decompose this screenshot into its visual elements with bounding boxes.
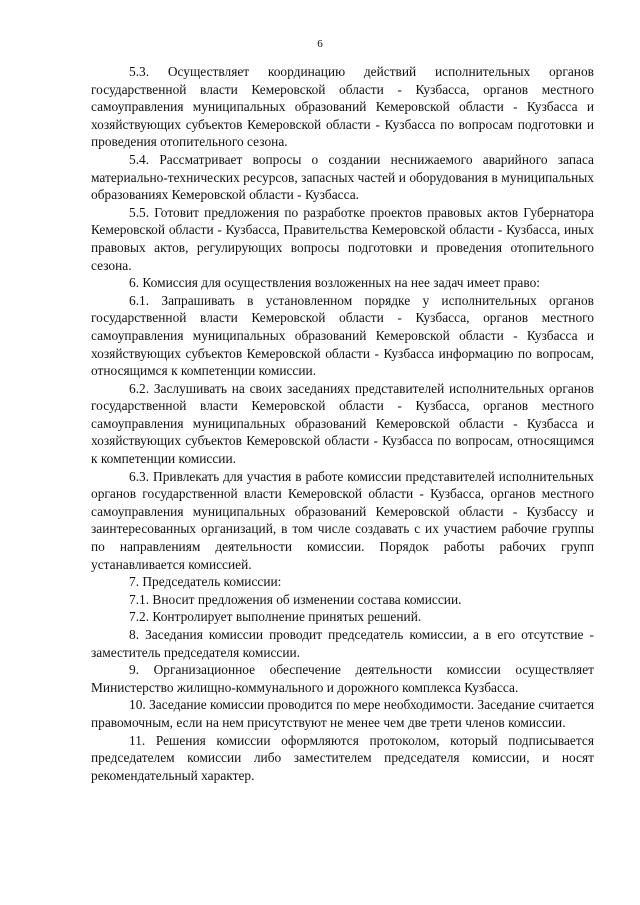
paragraph-7-2: 7.2. Контролирует выполнение принятых решений. — [129, 609, 422, 625]
paragraph-5-5: 5.5. Готовит предложения по разработке проектов правовых актов Губернатора Кемеровской области - Кузбасса, Правительства Кемеровской области - Кузбасса, иных правовых актов, регулирующих вопросы подготовки и проведения отопительного сезона. — [91, 204, 594, 273]
paragraph-6: 6. Комиссия для осуществления возложенных на нее задач имеет право: — [129, 275, 541, 291]
paragraph-11: 11. Решения комиссии оформляются протоколом, который подписывается председателем комиссии либо заместителем председателя комиссии, и носят рекомендательный характер. — [91, 732, 594, 783]
paragraph-5-4: 5.4. Рассматривает вопросы о создании неснижаемого аварийного запаса материально-технических ресурсов, запасных частей и оборудования в муниципальных образованиях Кемеровской области - Кузбасса. — [91, 151, 594, 203]
paragraph-6-1: 6.1. Запрашивать в установленном порядке у исполнительных органов государственной власти Кемеровской области - Кузбасса, органов местного самоуправления муниципальных образований Кемеровской области - Кузбасса и хозяйствующих субъектов Кемеровской области - Кузбасса информацию по вопросам, относящимся к компетенции комиссии. — [91, 292, 594, 379]
paragraph-8: 8. Заседания комиссии проводит председатель комиссии, а в его отсутствие - заместитель председателя комиссии. — [91, 627, 594, 660]
paragraph-10: 10. Заседание комиссии проводится по мере необходимости. Заседание считается правомочным, если на нем присутствуют не менее чем две трети членов комиссии. — [91, 697, 594, 730]
paragraph-6-3: 6.3. Привлекать для участия в работе комиссии представителей исполнительных органов государственной власти Кемеровской области - Кузбасса, органов местного самоуправления муниципальных образований Кемеровской области - Кузбассу и заинтересованных организаций, в том числе создавать с их участием рабочие группы по направлениям деятельности комиссии. Порядок работы рабочих групп устанавливается комиссией. — [91, 468, 594, 572]
paragraph-6-2: 6.2. Заслушивать на своих заседаниях представителей исполнительных органов государственной власти Кемеровской области - Кузбасса, органов местного самоуправления муниципальных образований Кемеровской области - Кузбасса и хозяйствующих субъектов Кемеровской области - Кузбасса по вопросам, относящимся к компетенции комиссии. — [91, 380, 594, 467]
paragraph-7-1: 7.1. Вносит предложения об изменении состава комиссии. — [129, 591, 462, 607]
document-body — [91, 63, 594, 784]
page-number: 6 — [317, 38, 323, 50]
paragraph-7: 7. Председатель комиссии: — [129, 574, 282, 590]
paragraph-5-3: 5.3. Осуществляет координацию действий исполнительных органов государственной власти Кемеровской области - Кузбасса, органов местного самоуправления муниципальных образований Кемеровской области - Кузбасса и хозяйствующих субъектов Кемеровской области - Кузбасса по вопросам подготовки и проведения отопительного сезона. — [91, 64, 594, 150]
paragraph-9: 9. Организационное обеспечение деятельности комиссии осуществляет Министерство жилищно-коммунального и дорожного комплекса Кузбасса. — [91, 662, 594, 695]
